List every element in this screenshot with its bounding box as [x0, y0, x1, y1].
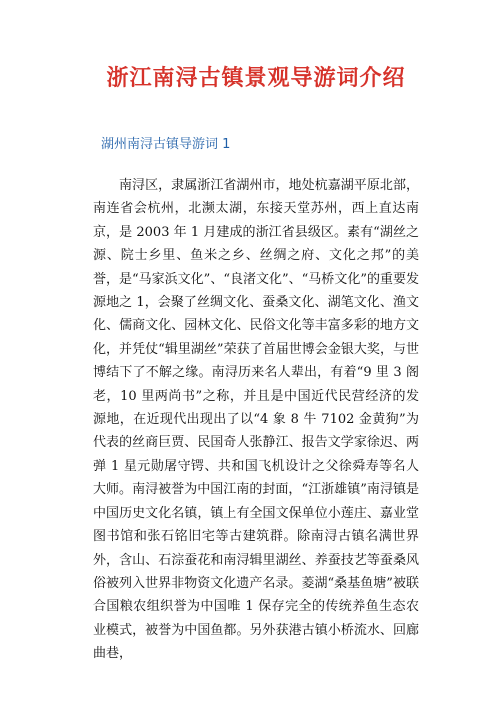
body-paragraph: 南浔区，隶属浙江省湖州市，地处杭嘉湖平原北部，南连省会杭州，北濒太湖，东接天堂苏州，西上直达南京，是 2003 年 1 月建成的浙江省县级区。素有“湖丝之源、院士乡里、鱼米之乡、丝绸之府、文化之邦”的美誉，是“马家浜文化”、“良渚文化”、“马桥文化”的重要发源地之 1，会聚了丝绸文化、蚕桑文化、湖笔文化、渔文化、儒商文化、园林文化、民俗文化等丰富多彩的地方文化，并凭仗“辑里湖丝”荣获了首届世博会金银大奖，与世博结下了不解之缘。南浔历来名人辈出，有着“9 里 3 阁老，10 里两尚书”之称，并且是中国近代民营经济的发源地，在近现代出现出了以“4 象 8 牛 7102 金黄狗”为代表的丝商巨贾、民国奇人张静江、报告文学家徐迟、两弹 1 星元勋屠守锷、共和国飞机设计之父徐舜寿等名人大师。南浔被誉为中国江南的封面，“江浙雄镇”南浔镇是中国历史文化名镇，镇上有全国文保单位小莲庄、嘉业堂图书馆和张石铭旧宅等古建筑群。除南浔古镇名满世界外，含山、石淙蚕花和南浔辑里湖丝、养蚕技艺等蚕桑风俗被列入世界非物资文化遗产名录。菱湖“桑基鱼塘”被联合国粮农组织誉为中国唯 1 保存完全的传统养鱼生态农业模式，被誉为中国鱼都。另外获港古镇小桥流水、回廊曲巷， — [93, 178, 419, 662]
section-heading: 湖州南浔古镇导游词 1 — [101, 137, 231, 152]
document-title: 浙江南浔古镇景观导游词介绍 — [106, 66, 406, 91]
